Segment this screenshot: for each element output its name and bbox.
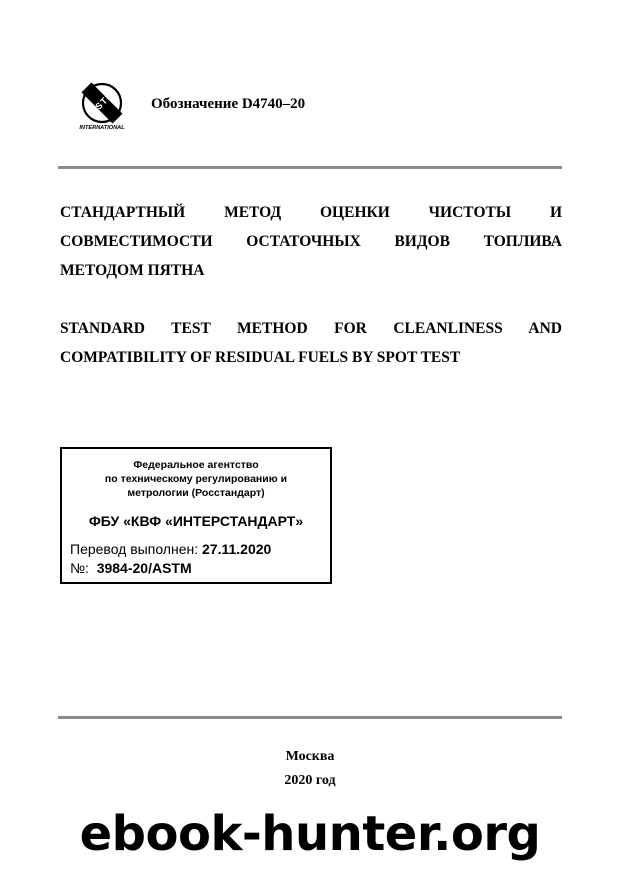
stamp-number	[70, 560, 192, 576]
publication-city: Москва	[285, 749, 335, 764]
title-en-line: COMPATIBILITY OF RESIDUAL FUELS BY SPOT TEST	[60, 349, 461, 366]
publication-year: 2020 год	[284, 773, 336, 788]
logo-caption: INTERNATIONAL	[79, 125, 125, 131]
number-value: 3984-20/ASTM	[96, 560, 192, 576]
designation-title: Обозначение D4740–20	[151, 96, 306, 112]
top-divider	[58, 166, 562, 169]
number-label: №:	[70, 560, 89, 576]
title-ru-line: МЕТОДОМ ПЯТНА	[60, 262, 205, 279]
translated-date: 27.11.2020	[202, 541, 272, 557]
title-ru-line: СТАНДАРТНЫЙ МЕТОД ОЦЕНКИ ЧИСТОТЫ И	[60, 204, 562, 221]
translated-label: Перевод выполнен:	[70, 541, 199, 557]
title-en-line: STANDARD TEST METHOD FOR CLEANLINESS AND	[60, 320, 562, 337]
title-english	[60, 314, 562, 372]
astm-logo	[76, 80, 128, 132]
logo-monogram: ASTM	[88, 89, 116, 117]
stamp-agency-line: Федеральное агентство	[133, 459, 259, 471]
title-ru-line: СОВМЕСТИМОСТИ ОСТАТОЧНЫХ ВИДОВ ТОПЛИВА	[60, 233, 562, 250]
stamp-agency	[62, 458, 330, 500]
watermark-text: ebook-hunter.org	[79, 806, 541, 862]
translation-stamp	[60, 447, 332, 584]
bottom-divider	[58, 716, 562, 719]
stamp-organization: ФБУ «КВФ «ИНТЕРСТАНДАРТ»	[88, 513, 304, 529]
stamp-agency-line: по техническому регулированию и	[104, 473, 288, 485]
stamp-translation-date	[70, 541, 271, 557]
title-russian	[60, 198, 562, 285]
stamp-agency-line: метрологии (Росстандарт)	[127, 487, 265, 499]
